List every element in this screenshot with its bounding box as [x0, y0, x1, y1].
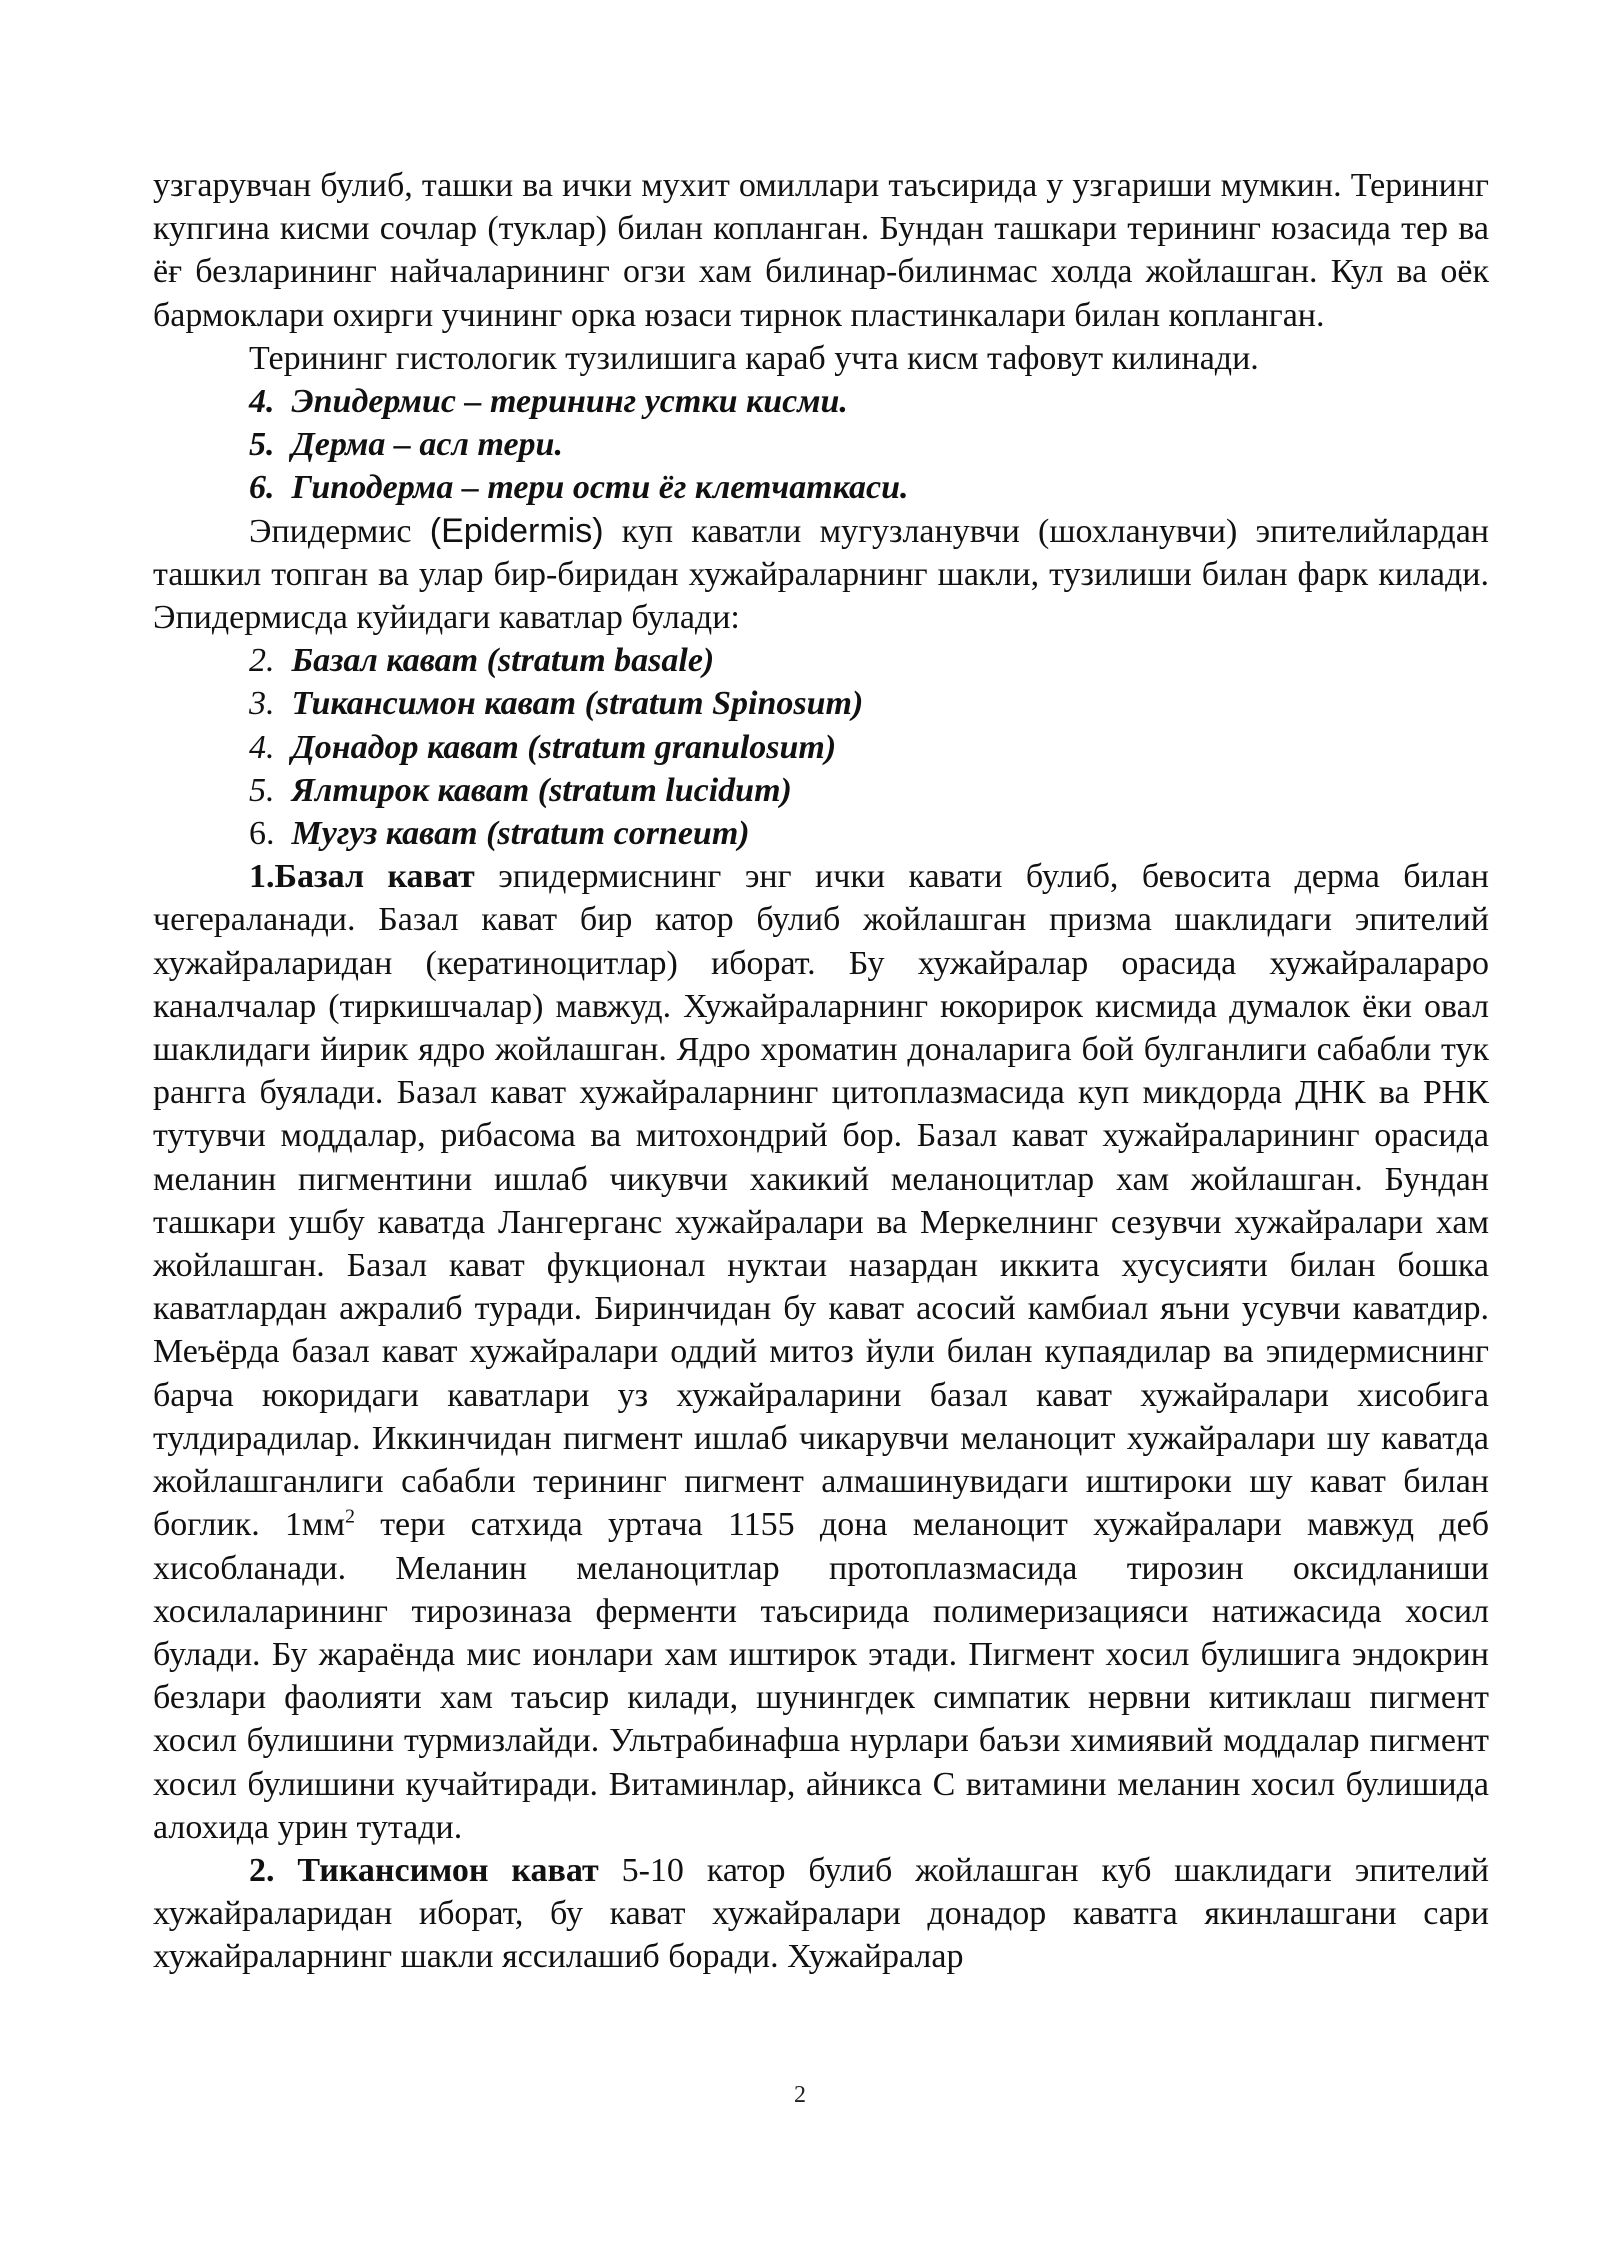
basal-layer-heading: 1.Базал кават — [249, 858, 475, 896]
page-number: 2 — [794, 2082, 806, 2108]
histology-intro-paragraph: Терининг гистологик тузилишига караб учта кисм тафовут килинади. — [249, 339, 1259, 377]
basal-layer-paragraph — [153, 855, 1489, 1849]
parts-list-item — [153, 466, 1489, 509]
list-number: 4. — [249, 383, 275, 421]
intro-paragraph: узгарувчан булиб, ташки ва ички мухит омиллари таъсирида у узгариши мумкин. Терининг купгина кисми сочлар (туклар) билан копланган. Бундан ташкари терининг юзасида тер ва ёғ безларининг найчаларининг огзи хам билинар-билинмас холда жойлашган. Кул ва оёк бармоклари охирги учининг орка юзаси тирнок пластинкалари билан копланган. — [153, 167, 1489, 334]
list-number: 4. — [249, 728, 275, 766]
list-text: Донадор кават (stratum granulosum) — [291, 728, 837, 766]
layers-list-item — [153, 812, 1489, 855]
basal-layer-text-continued: тери сатхида уртача 1155 дона меланоцит хужайралари мавжуд деб хисобланади. Меланин меланоцитлар протоплазмасида тирозин оксидланиши хосилаларининг тирозиназа ферменти таъсирида полимеризацияси натижасида хосил булади. Бу жараёнда мис ионлари хам иштирок этади. Пигмент хосил булишига эндокрин безлари фаолияти хам таъсир килади, шунингдек симпатик нервни китиклаш пигмент хосил булишини турмизлайди. Ультрабинафша нурлари баъзи химиявий моддалар пигмент хосил булишини кучайтиради. Витаминлар, айникса С витамини меланин хосил булишида алохида урин тутади. — [153, 1506, 1489, 1846]
list-text: Базал кават (stratum basale) — [291, 642, 715, 680]
list-number: 5. — [249, 771, 275, 809]
layers-list-item — [153, 769, 1489, 812]
list-text: Мугуз кават (stratum corneum) — [291, 815, 750, 853]
epidermis-paragraph — [153, 510, 1489, 640]
list-text: Тикансимон кават (stratum Spinosum) — [291, 685, 864, 723]
page-body — [153, 164, 1489, 1979]
list-text: Ялтирок кават (stratum lucidum) — [291, 771, 792, 809]
superscript: 2 — [344, 1505, 355, 1528]
epidermis-latin: (Epidermis) — [429, 511, 604, 550]
parts-list-item — [153, 423, 1489, 466]
spinous-layer-paragraph — [153, 1849, 1489, 1979]
list-number: 3. — [249, 685, 275, 723]
list-number: 2. — [249, 642, 275, 680]
layers-list-item — [153, 726, 1489, 769]
spinous-layer-heading: 2. Тикансимон кават — [249, 1851, 599, 1889]
layers-list-item — [153, 639, 1489, 682]
basal-layer-text: эпидермиснинг энг ички кавати булиб, бевосита дерма билан чегераланади. Базал кават бир катор булиб жойлашган призма шаклидаги эпителий хужайраларидан (кератиноцитлар) иборат. Бу хужайралар орасида хужайралараро каналчалар (тиркишчалар) мавжуд. Хужайраларнинг юкорирок кисмида думалок ёки овал шаклидаги йирик ядро жойлашган. Ядро хроматин доналарига бой булганлиги сабабли тук рангга буялади. Базал кават хужайраларнинг цитоплазмасида куп микдорда ДНК ва РНК тутувчи моддалар, рибасома ва митохондрий бор. Базал кават хужайраларининг орасида меланин пигментини ишлаб чикувчи хакикий меланоцитлар хам жойлашган. Бундан ташкари ушбу каватда Лангерганс хужайралари ва Меркелнинг сезувчи хужайралари хам жойлашган. Базал кават фукционал нуктаи назардан иккита хусусияти билан бошка каватлардан ажралиб туради. Биринчидан бу кават асосий камбиал яъни усувчи каватдир. Меъёрда базал кават хужайралари оддий митоз йули билан купаядилар ва эпидермиснинг барча юкоридаги каватлари уз хужайраларини базал кават хужайралари хисобига тулдирадилар. Иккинчидан пигмент ишлаб чикарувчи меланоцит хужайралари шу каватда жойлашганлиги сабабли терининг пигмент алмашинувидаги иштироки шу кават билан боглик. 1мм — [153, 858, 1489, 1544]
list-text: Дерма – асл тери. — [291, 426, 563, 464]
list-number: 6. — [249, 469, 275, 507]
list-number: 6. — [249, 815, 275, 853]
spinous-layer-text: 5-10 катор булиб жойлашган куб шаклидаги эпителий хужайраларидан иборат, бу кават хужайралари донадор каватга якинлашгани сари хужайраларнинг шакли яссилашиб боради. Хужайралар — [153, 1851, 1490, 1976]
list-number: 5. — [249, 426, 275, 464]
epidermis-term: Эпидермис — [249, 512, 412, 550]
layers-list-item — [153, 682, 1489, 725]
list-text: Эпидермис – терининг устки кисми. — [291, 383, 848, 421]
parts-list-item — [153, 380, 1489, 423]
list-text: Гиподерма – тери ости ёг клетчаткаси. — [291, 469, 909, 507]
epidermis-description: куп каватли мугузланувчи (шохланувчи) эпителийлардан ташкил топган ва улар бир-биридан хужайраларнинг шакли, тузилиши билан фарк килади. Эпидермисда куйидаги каватлар булади: — [153, 512, 1489, 637]
